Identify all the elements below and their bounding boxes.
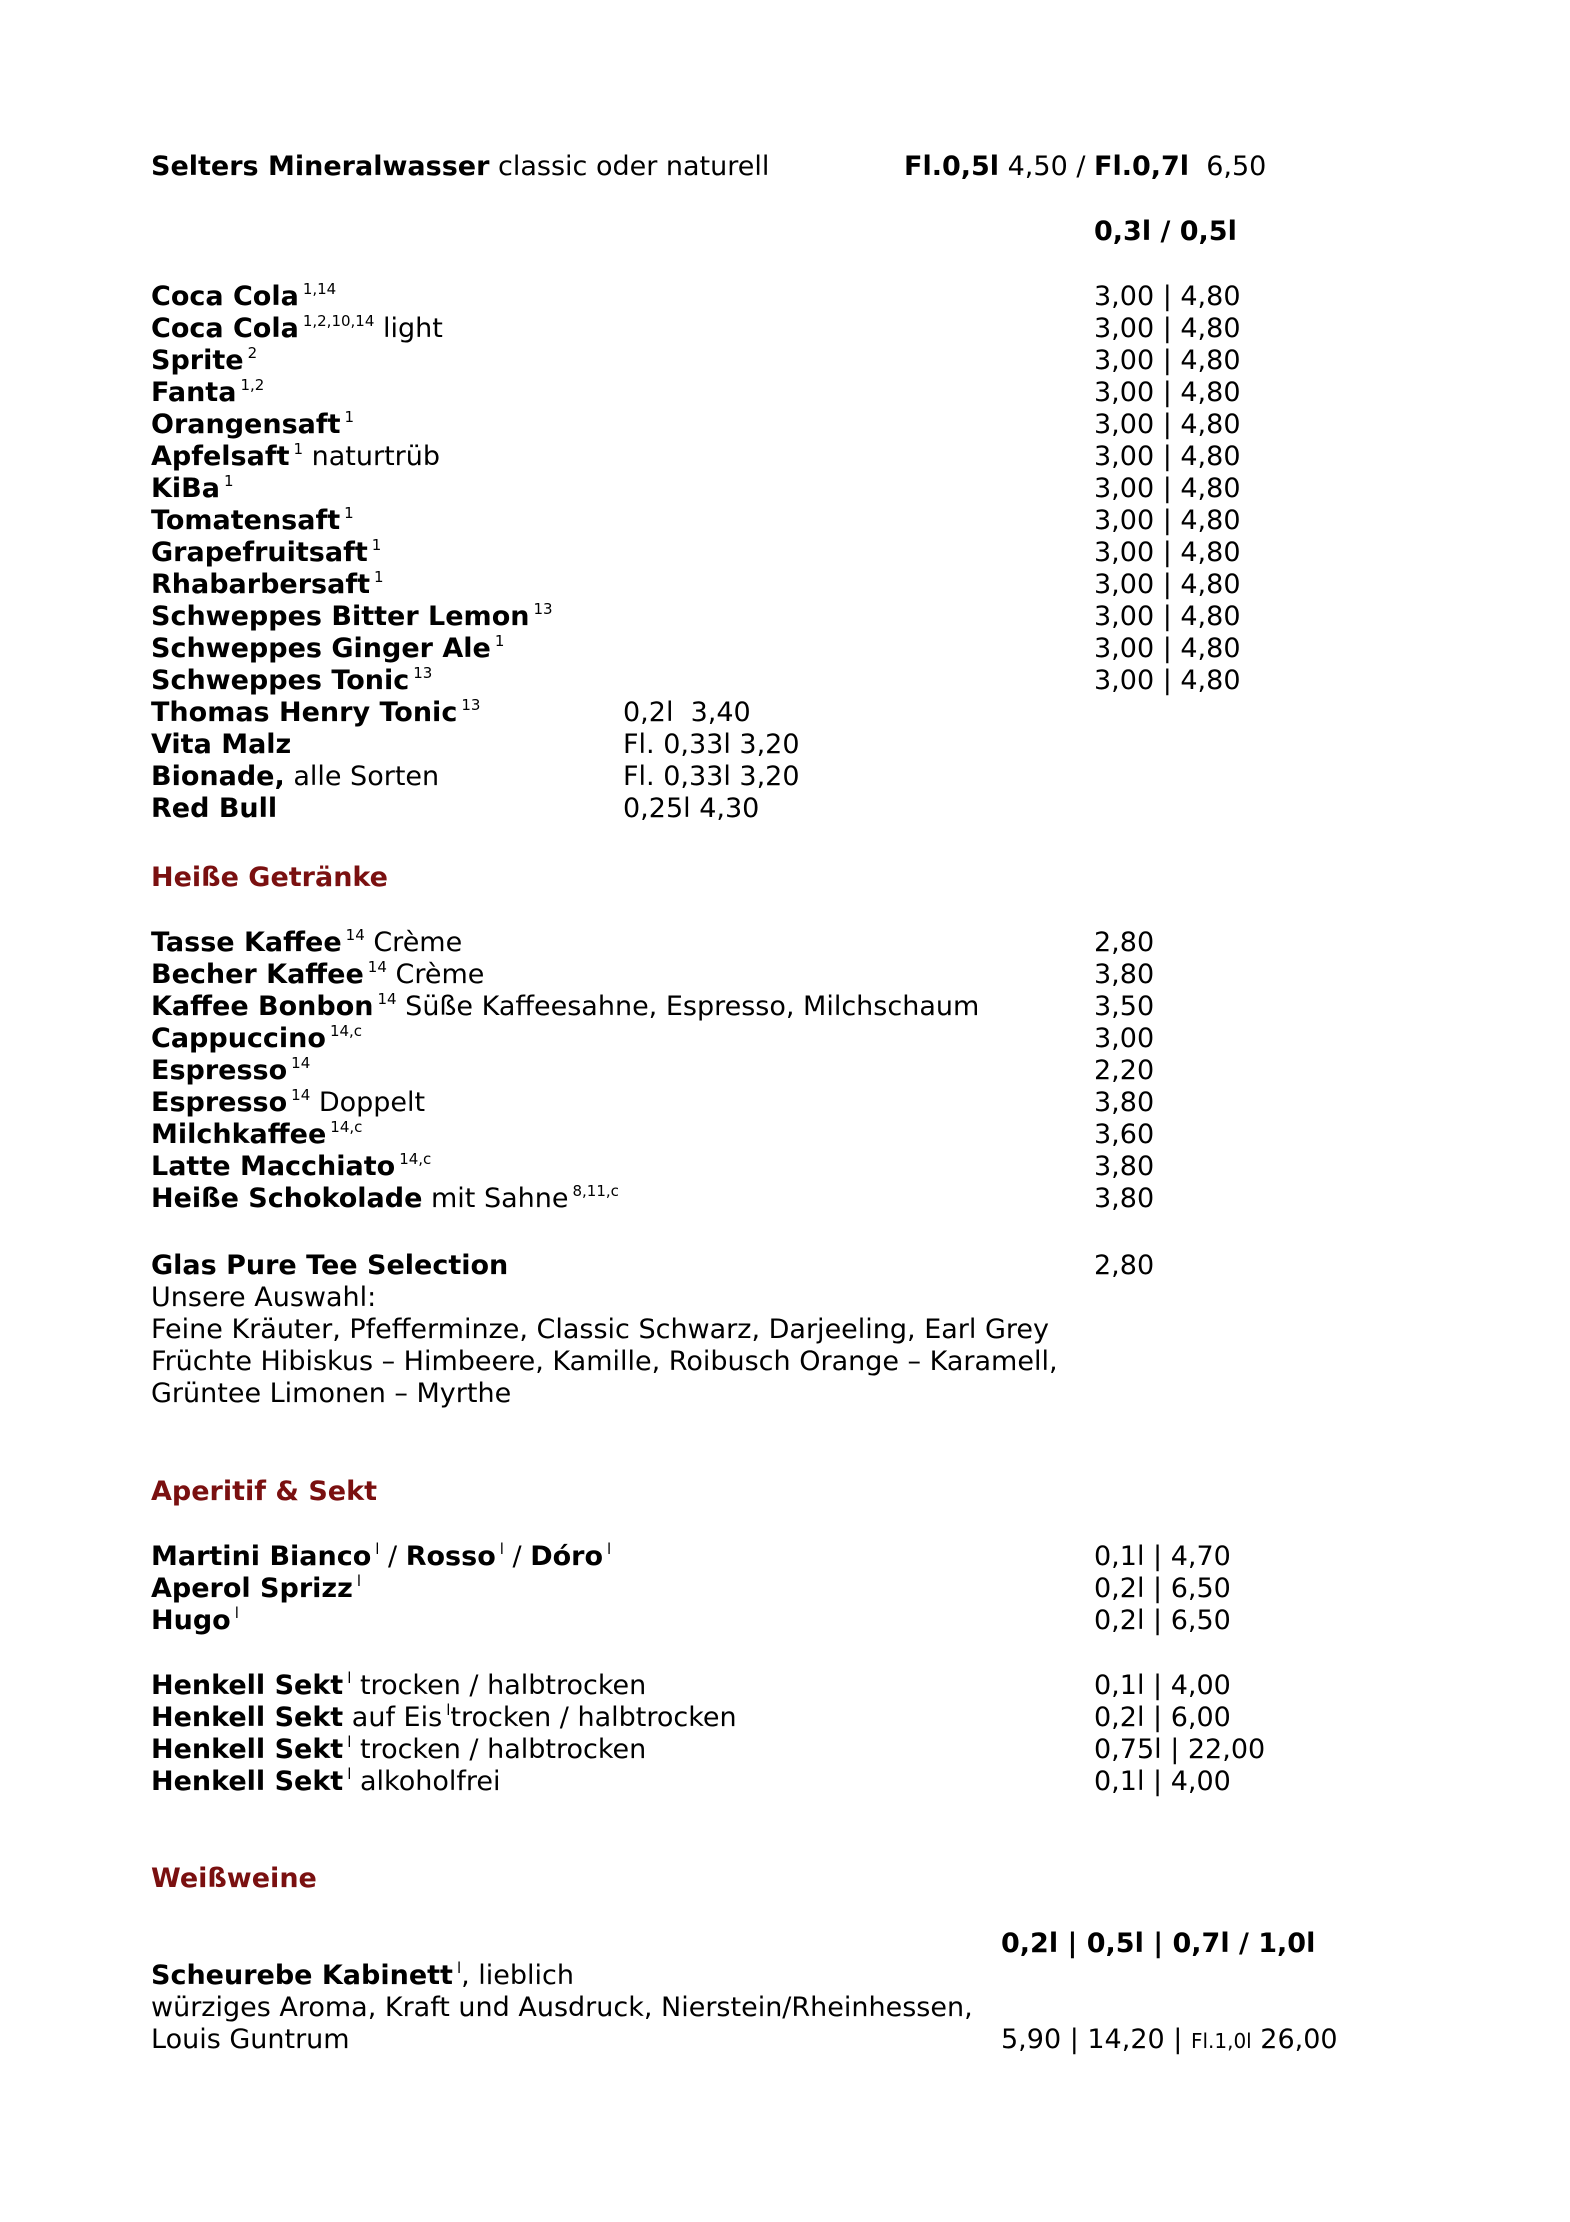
item-desc: Crème: [386, 959, 485, 990]
item-price: 0,75l | 22,00: [1094, 1734, 1266, 1765]
item-price: 3,00 | 4,80: [1094, 505, 1241, 536]
selters-name: Selters Mineralwasser: [151, 151, 490, 182]
section-title-hot: Heiße Getränke: [151, 862, 388, 893]
martini-rosso: Rosso: [405, 1541, 496, 1572]
menu-item-row: [151, 281, 336, 316]
softdrinks-size-header: 0,3l / 0,5l: [1094, 216, 1237, 247]
menu-item-row: [151, 1605, 239, 1640]
martini-price: 0,1l | 4,70: [1094, 1541, 1231, 1572]
menu-item-row: [151, 1702, 737, 1737]
menu-item-row: [151, 1087, 425, 1122]
item-name: Rhabarbersaft: [151, 569, 370, 600]
item-price: 0,1l | 4,00: [1094, 1766, 1231, 1797]
allergen-sup: 1: [494, 632, 505, 650]
allergen-sup: l: [347, 1765, 352, 1783]
menu-item-row: [151, 1023, 362, 1058]
allergen-sup: l: [375, 1540, 380, 1558]
allergen-sup: 14: [377, 990, 397, 1008]
tea-name: Glas Pure Tee Selection: [151, 1250, 509, 1281]
selters-price-row: [904, 151, 1266, 183]
item-pre: auf Eis: [343, 1702, 443, 1733]
menu-item-row: [151, 473, 234, 508]
tea-line: Feine Kräuter, Pfefferminze, Classic Schwarz, Darjeeling, Earl Grey: [151, 1314, 1050, 1345]
item-name: Becher Kaffee: [151, 959, 364, 990]
menu-item-row: [151, 377, 264, 412]
menu-item-row: [151, 1055, 310, 1090]
tea-line: Grüntee Limonen – Myrthe: [151, 1378, 512, 1409]
allergen-sup: 14: [345, 926, 365, 944]
allergen-sup: 14,c: [329, 1022, 363, 1040]
allergen-sup: 2: [247, 344, 258, 362]
allergen-sup: 14,c: [399, 1150, 432, 1168]
allergen-sup: l: [607, 1540, 612, 1558]
item-desc: alle Sorten: [284, 761, 440, 792]
item-name: Heiße Schokolade: [151, 1183, 423, 1214]
allergen-sup: 1: [344, 504, 354, 522]
tea-line: Früchte Hibiskus – Himbeere, Kamille, Roibusch Orange – Karamell,: [151, 1346, 1058, 1377]
wine-price-b: 26,00: [1251, 2024, 1338, 2055]
allergen-sup: 13: [533, 600, 553, 618]
item-name: Cappuccino: [151, 1023, 326, 1054]
wine-desc: , lieblich: [461, 1960, 575, 1991]
item-name: KiBa: [151, 473, 220, 504]
allergen-sup: 14: [291, 1054, 311, 1072]
menu-item-row: [151, 729, 291, 761]
item-price: 0,2l | 6,00: [1094, 1702, 1231, 1733]
item-desc: trocken / halbtrocken: [351, 1670, 647, 1701]
selters-price-2: 6,50: [1189, 151, 1267, 182]
item-desc: trocken / halbtrocken: [351, 1734, 647, 1765]
item-size-price: 0,2l 3,40: [623, 697, 751, 728]
selters-size-2: Fl.0,7l: [1094, 151, 1190, 182]
allergen-sup: l: [446, 1701, 451, 1719]
menu-item-row: [151, 537, 381, 572]
menu-item-row: [151, 313, 443, 348]
item-price: 2,80: [1094, 927, 1155, 958]
item-price: 3,00 | 4,80: [1094, 537, 1241, 568]
allergen-sup: 1: [293, 440, 304, 458]
item-size-price: 0,25l 4,30: [623, 793, 760, 824]
item-price: 0,2l | 6,50: [1094, 1605, 1231, 1636]
item-name: Milchkaffee: [151, 1119, 327, 1150]
item-name: Thomas Henry Tonic: [151, 697, 458, 728]
item-price: 3,00 | 4,80: [1094, 601, 1241, 632]
item-name: Henkell Sekt: [151, 1766, 344, 1797]
allergen-sup: 1: [374, 568, 384, 586]
item-name: Coca Cola: [151, 281, 299, 312]
menu-item-row: [151, 1183, 619, 1218]
selters-price-1: 4,50 /: [999, 151, 1095, 182]
item-name: Apfelsaft: [151, 441, 290, 472]
item-price: 3,00 | 4,80: [1094, 441, 1241, 472]
martini-bianco: Martini Bianco: [151, 1541, 372, 1572]
allergen-sup: 1,2: [240, 376, 265, 394]
martini-row: [151, 1541, 611, 1576]
selters-desc: classic oder naturell: [489, 151, 770, 182]
item-desc: alkoholfrei: [351, 1766, 501, 1797]
separator: /: [503, 1541, 531, 1572]
menu-item-row: [151, 761, 439, 793]
menu-item-row: [151, 505, 354, 540]
item-name: Fanta: [151, 377, 237, 408]
item-price: 3,00 | 4,80: [1094, 633, 1241, 664]
menu-item-row: [151, 793, 277, 825]
item-name: Grapefruitsaft: [151, 537, 368, 568]
white-size-header: 0,2l | 0,5l | 0,7l / 1,0l: [1001, 1928, 1316, 1959]
item-name: Vita Malz: [151, 729, 292, 760]
wine-name: Scheurebe Kabinett: [151, 1960, 453, 1991]
item-name: Bionade,: [151, 761, 285, 792]
item-name: Coca Cola: [151, 313, 299, 344]
selters-name-row: [151, 151, 769, 183]
item-price: 3,00 | 4,80: [1094, 345, 1241, 376]
item-name: Aperol Sprizz: [151, 1573, 353, 1604]
item-price: 0,1l | 4,00: [1094, 1670, 1231, 1701]
allergen-sup: 14,c: [330, 1118, 363, 1136]
item-size-price: Fl. 0,33l 3,20: [623, 761, 800, 792]
item-name: Kaffee Bonbon: [151, 991, 374, 1022]
menu-item-row: [151, 1766, 500, 1801]
menu-item-row: [151, 441, 440, 476]
wine-price-size: Fl.1,0l: [1190, 2029, 1252, 2053]
allergen-sup: l: [347, 1669, 352, 1687]
martini-doro: Dóro: [530, 1541, 604, 1572]
item-price: 3,80: [1094, 1183, 1155, 1214]
menu-item-row: [151, 665, 432, 700]
allergen-sup: 13: [413, 664, 433, 682]
tea-price: 2,80: [1094, 1250, 1155, 1281]
item-price: 3,00 | 4,80: [1094, 409, 1241, 440]
allergen-sup: 1: [344, 408, 355, 426]
item-desc: naturtrüb: [303, 441, 441, 472]
item-size-price: Fl. 0,33l 3,20: [623, 729, 800, 760]
menu-item-row: [151, 1151, 431, 1186]
allergen-sup: 1: [223, 472, 234, 490]
item-name: Henkell Sekt: [151, 1734, 344, 1765]
item-desc: trocken / halbtrocken: [450, 1702, 737, 1733]
menu-item-row: [151, 697, 480, 732]
item-name: Espresso: [151, 1055, 288, 1086]
item-name: Hugo: [151, 1605, 231, 1636]
item-name: Red Bull: [151, 793, 278, 824]
item-price: 3,00 | 4,80: [1094, 569, 1241, 600]
allergen-sup: 13: [461, 696, 481, 714]
menu-item-row: [151, 345, 257, 380]
allergen-sup: 8,11,c: [572, 1182, 619, 1200]
item-price: 3,80: [1094, 1087, 1155, 1118]
allergen-sup: l: [356, 1572, 361, 1590]
item-name: Henkell Sekt: [151, 1702, 344, 1733]
wine-price-row: [1001, 2024, 1338, 2057]
item-price: 3,80: [1094, 1151, 1155, 1182]
menu-item-row: [151, 991, 979, 1026]
item-desc: mit Sahne: [422, 1183, 569, 1214]
menu-item-row: [151, 1573, 361, 1608]
wine-desc-line: würziges Aroma, Kraft und Ausdruck, Nierstein/Rheinhessen,: [151, 1992, 973, 2023]
item-price: 2,20: [1094, 1055, 1155, 1086]
item-name: Schweppes Bitter Lemon: [151, 601, 530, 632]
item-price: 3,00: [1094, 1023, 1155, 1054]
item-desc: Süße Kaffeesahne, Espresso, Milchschaum: [396, 991, 980, 1022]
item-price: 3,00 | 4,80: [1094, 377, 1241, 408]
menu-item-row: [151, 959, 484, 994]
menu-item-row: [151, 569, 384, 604]
allergen-sup: l: [347, 1733, 352, 1751]
item-price: 3,00 | 4,80: [1094, 665, 1241, 696]
item-price: 3,60: [1094, 1119, 1155, 1150]
wine-price-a: 5,90 | 14,20 |: [1001, 2024, 1191, 2055]
item-name: Orangensaft: [151, 409, 341, 440]
item-price: 3,50: [1094, 991, 1155, 1022]
item-price: 3,80: [1094, 959, 1155, 990]
item-name: Schweppes Ginger Ale: [151, 633, 491, 664]
menu-item-row: [151, 927, 462, 962]
item-name: Henkell Sekt: [151, 1670, 344, 1701]
item-desc: Doppelt: [310, 1087, 426, 1118]
item-name: Schweppes Tonic: [151, 665, 410, 696]
allergen-sup: 14: [291, 1086, 311, 1104]
item-price: 3,00 | 4,80: [1094, 281, 1241, 312]
item-price: 3,00 | 4,80: [1094, 473, 1241, 504]
menu-item-row: [151, 409, 354, 444]
allergen-sup: l: [456, 1959, 462, 1977]
section-title-white: Weißweine: [151, 1863, 317, 1894]
menu-item-row: [151, 1119, 362, 1154]
item-name: Espresso: [151, 1087, 288, 1118]
item-name: Sprite: [151, 345, 244, 376]
tea-line: Unsere Auswahl:: [151, 1282, 377, 1313]
item-name: Latte Macchiato: [151, 1151, 396, 1182]
allergen-sup: 14: [367, 958, 387, 976]
separator: /: [379, 1541, 406, 1572]
allergen-sup: 1,2,10,14: [302, 312, 375, 330]
wine-desc-line: Louis Guntrum: [151, 2024, 350, 2055]
allergen-sup: 1,14: [302, 280, 337, 298]
menu-item-row: [151, 1670, 646, 1705]
item-name: Tasse Kaffee: [151, 927, 342, 958]
item-price: 3,00 | 4,80: [1094, 313, 1241, 344]
allergen-sup: l: [234, 1604, 239, 1622]
item-name: Tomatensaft: [151, 505, 341, 536]
wine-name-row: [151, 1960, 574, 1995]
menu-item-row: [151, 1734, 646, 1769]
item-desc: Crème: [364, 927, 463, 958]
section-title-aperitif: Aperitif & Sekt: [151, 1476, 377, 1507]
selters-size-1: Fl.0,5l: [904, 151, 1000, 182]
allergen-sup: 1: [371, 536, 382, 554]
item-price: 0,2l | 6,50: [1094, 1573, 1231, 1604]
menu-item-row: [151, 601, 553, 636]
item-desc: light: [374, 313, 443, 344]
menu-item-row: [151, 633, 504, 668]
allergen-sup: l: [499, 1540, 504, 1558]
